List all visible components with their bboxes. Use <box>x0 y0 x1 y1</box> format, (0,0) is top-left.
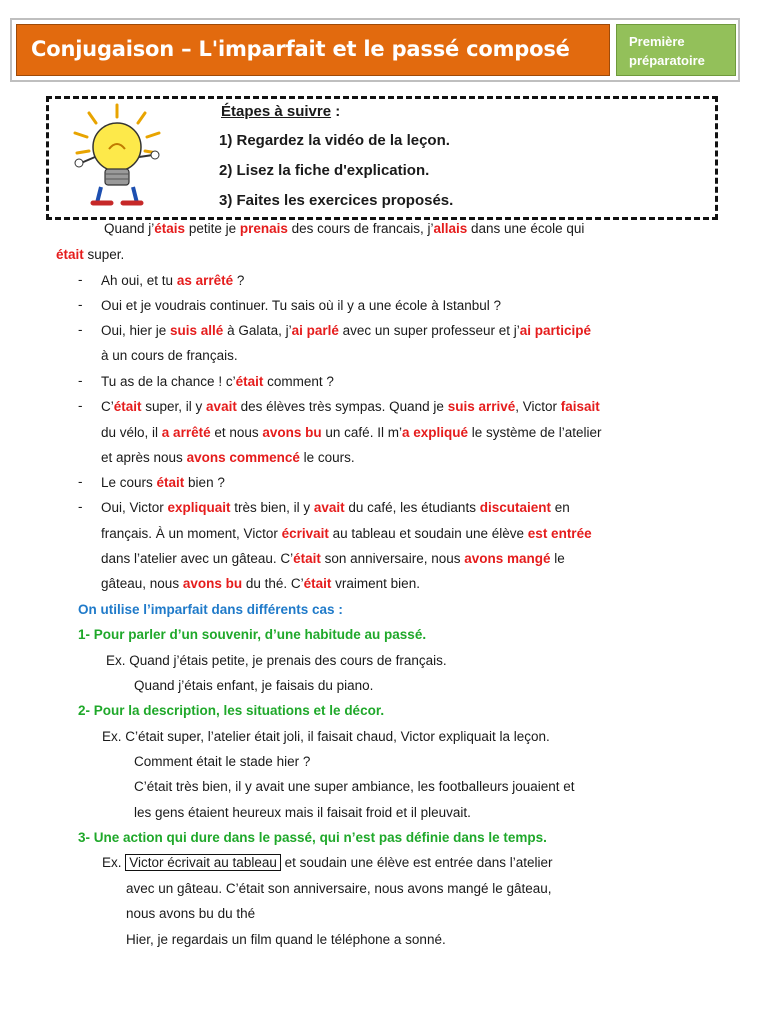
case-3-example-1: Ex. Victor écrivait au tableau et soudain une élève est entrée dans l’atelier <box>102 855 553 870</box>
dialogue-line-5: Oui, hier je suis allé à Galata, j’ai parlé avec un super professeur et j’ai participé <box>101 323 592 338</box>
dialogue-line-8: C’était super, il y avait des élèves très sympas. Quand je suis arrivé, Victor faisait <box>101 399 600 414</box>
dialogue-line-15: gâteau, nous avons bu du thé. C’était vraiment bien. <box>101 576 420 591</box>
dialogue-line-6: à un cours de français. <box>101 348 238 363</box>
level-badge <box>616 24 736 76</box>
dash-3: - <box>78 322 83 337</box>
explanation-heading: On utilise l’imparfait dans différents cas : <box>78 602 343 617</box>
dialogue-line-12: Oui, Victor expliquait très bien, il y avait du café, les étudiants discutaient en <box>101 500 570 515</box>
dash-2: - <box>78 297 83 312</box>
header-bar <box>10 18 740 82</box>
case-3-example-2: avec un gâteau. C’était son anniversaire, nous avons mangé le gâteau, <box>126 881 552 896</box>
dialogue-line-14: dans l’atelier avec un gâteau. C’était son anniversaire, nous avons mangé le <box>101 551 565 566</box>
steps-heading: Étapes à suivre : <box>221 103 341 120</box>
dialogue-line-11: Le cours était bien ? <box>101 475 225 490</box>
lightbulb-mascot-icon <box>67 103 167 213</box>
case-2-example-3: C’était très bien, il y avait une super ambiance, les footballeurs jouaient et <box>134 779 575 794</box>
dialogue-line-2: était super. <box>56 247 125 262</box>
page-title: Conjugaison – L'imparfait et le passé composé <box>31 37 570 61</box>
case-2-example-4: les gens étaient heureux mais il faisait froid et il pleuvait. <box>134 805 471 820</box>
case-2-example-1: Ex. C’était super, l’atelier était joli, il faisait chaud, Victor expliquait la leçon. <box>102 729 550 744</box>
title-banner <box>16 24 610 76</box>
level-line-2: préparatoire <box>629 53 705 68</box>
case-1-example-1: Ex. Quand j’étais petite, je prenais des cours de français. <box>106 653 447 668</box>
dialogue-line-13: français. À un moment, Victor écrivait au tableau et soudain une élève est entrée <box>101 526 592 541</box>
dash-7: - <box>78 499 83 514</box>
dialogue-line-4: Oui et je voudrais continuer. Tu sais où il y a une école à Istanbul ? <box>101 298 501 313</box>
steps-panel <box>46 96 718 220</box>
case-1-heading: 1- Pour parler d’un souvenir, d’une habitude au passé. <box>78 627 427 642</box>
dialogue-line-1: Quand j’étais petite je prenais des cours de francais, j’allais dans une école qui <box>104 221 585 236</box>
case-2-heading: 2- Pour la description, les situations et le décor. <box>78 703 385 718</box>
case-3-example-4: Hier, je regardais un film quand le téléphone a sonné. <box>126 932 446 947</box>
dialogue-line-9: du vélo, il a arrêté et nous avons bu un café. Il m’a expliqué le système de l’atelier <box>101 425 602 440</box>
level-line-1: Première <box>629 34 685 49</box>
level-label <box>629 32 729 70</box>
case-2-example-2: Comment était le stade hier ? <box>134 754 311 769</box>
dash-5: - <box>78 398 83 413</box>
boxed-phrase: Victor écrivait au tableau <box>125 854 281 871</box>
step-1: 1) Regardez la vidéo de la leçon. <box>219 132 450 149</box>
case-3-example-3: nous avons bu du thé <box>126 906 256 921</box>
dialogue-line-3: Ah oui, et tu as arrêté ? <box>101 273 245 288</box>
step-2: 2) Lisez la fiche d'explication. <box>219 162 430 179</box>
case-3-heading: 3- Une action qui dure dans le passé, qui n’est pas définie dans le temps. <box>78 830 547 845</box>
dialogue-line-10: et après nous avons commencé le cours. <box>101 450 355 465</box>
dash-1: - <box>78 272 83 287</box>
dialogue-line-7: Tu as de la chance ! c’était comment ? <box>101 374 334 389</box>
step-3: 3) Faites les exercices proposés. <box>219 192 454 209</box>
dash-6: - <box>78 474 83 489</box>
dash-4: - <box>78 373 83 388</box>
case-1-example-2: Quand j’étais enfant, je faisais du piano. <box>134 678 374 693</box>
